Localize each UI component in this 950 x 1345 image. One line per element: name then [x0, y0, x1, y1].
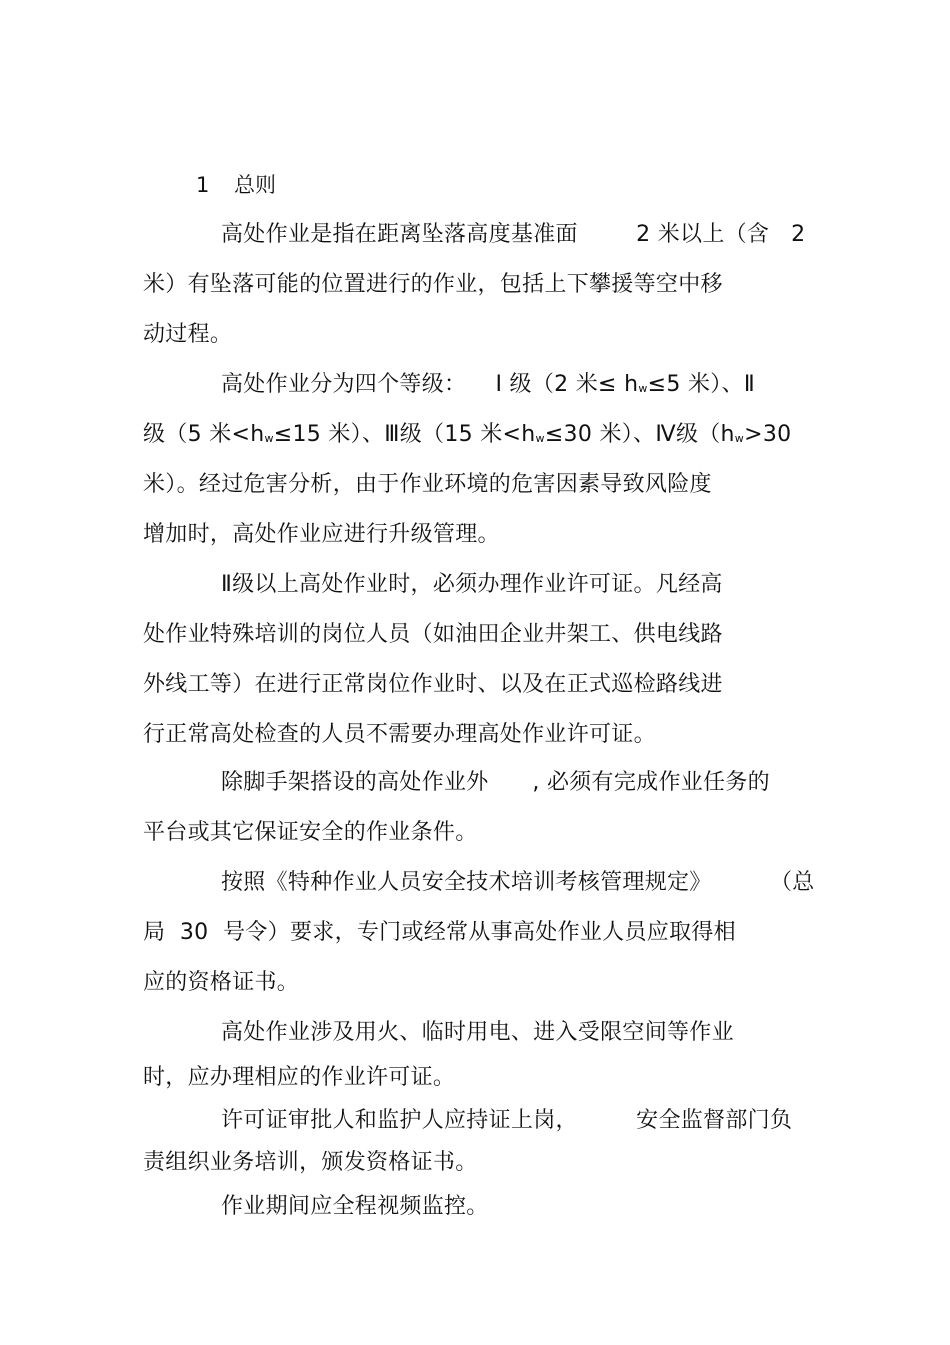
paragraph-5-line-2: 局 30 号令）要求，专门或经常从事高处作业人员应取得相 [143, 920, 736, 945]
paragraph-6-line-2: 时，应办理相应的作业许可证。 [143, 1065, 456, 1090]
subscript-w: w [734, 432, 745, 445]
paragraph-1-line-2: 米）有坠落可能的位置进行的作业，包括上下攀援等空中移 [143, 272, 723, 297]
subscript-w: w [264, 432, 274, 445]
paragraph-2-line-3: 米）。经过危害分析，由于作业环境的危害因素导致风险度 [143, 472, 712, 497]
section-heading [196, 170, 276, 200]
paragraph-5-line-1: 按照《特种作业人员安全技术培训考核管理规定》 （总 [221, 870, 815, 895]
paragraph-5-line-3: 应的资格证书。 [143, 970, 300, 995]
paragraph-3-line-4: 行正常高处检查的人员不需要办理高处作业许可证。 [143, 722, 656, 747]
paragraph-4-line-2: 平台或其它保证安全的作业条件。 [143, 820, 478, 845]
paragraph-2-line-2: 级（5 米$<h_w\le 15$ 米）、Ⅲ级（15 米$<h_w\le 30$ 米）、Ⅳ级（$h_w>30$ [143, 422, 792, 447]
paragraph-8-line-1: 作业期间应全程视频监控。 [221, 1194, 489, 1219]
paragraph-7-line-1: 许可证审批人和监护人应持证上岗， 安全监督部门负 [221, 1108, 793, 1133]
paragraph-4-line-1: 除脚手架搭设的高处作业外 , 必须有完成作业任务的 [221, 770, 770, 795]
paragraph-3-line-3: 外线工等）在进行正常岗位作业时、以及在正式巡检路线进 [143, 672, 723, 697]
subscript-w: w [535, 432, 545, 445]
paragraph-1-line-3: 动过程。 [143, 322, 233, 347]
paragraph-1-line-1: 高处作业是指在距离坠落高度基准面 2 米以上（含 2 [221, 222, 806, 247]
paragraph-2-line-4: 增加时，高处作业应进行升级管理。 [143, 522, 500, 547]
section-number: 1 [196, 173, 210, 197]
paragraph-3-line-1: Ⅱ级以上高处作业时，必须办理作业许可证。凡经高 [221, 572, 723, 597]
paragraph-2-line-1: 高处作业分为四个等级： Ⅰ 级（2 米≤ $h_w\le 5$ 米）、Ⅱ [221, 372, 755, 397]
paragraph-3-line-2: 处作业特殊培训的岗位人员（如油田企业井架工、供电线路 [143, 622, 723, 647]
section-title: 总则 [234, 173, 276, 197]
subscript-w: w [638, 382, 648, 395]
paragraph-7-line-2: 责组织业务培训，颁发资格证书。 [143, 1150, 478, 1175]
paragraph-6-line-1: 高处作业涉及用火、临时用电、进入受限空间等作业 [221, 1020, 734, 1045]
